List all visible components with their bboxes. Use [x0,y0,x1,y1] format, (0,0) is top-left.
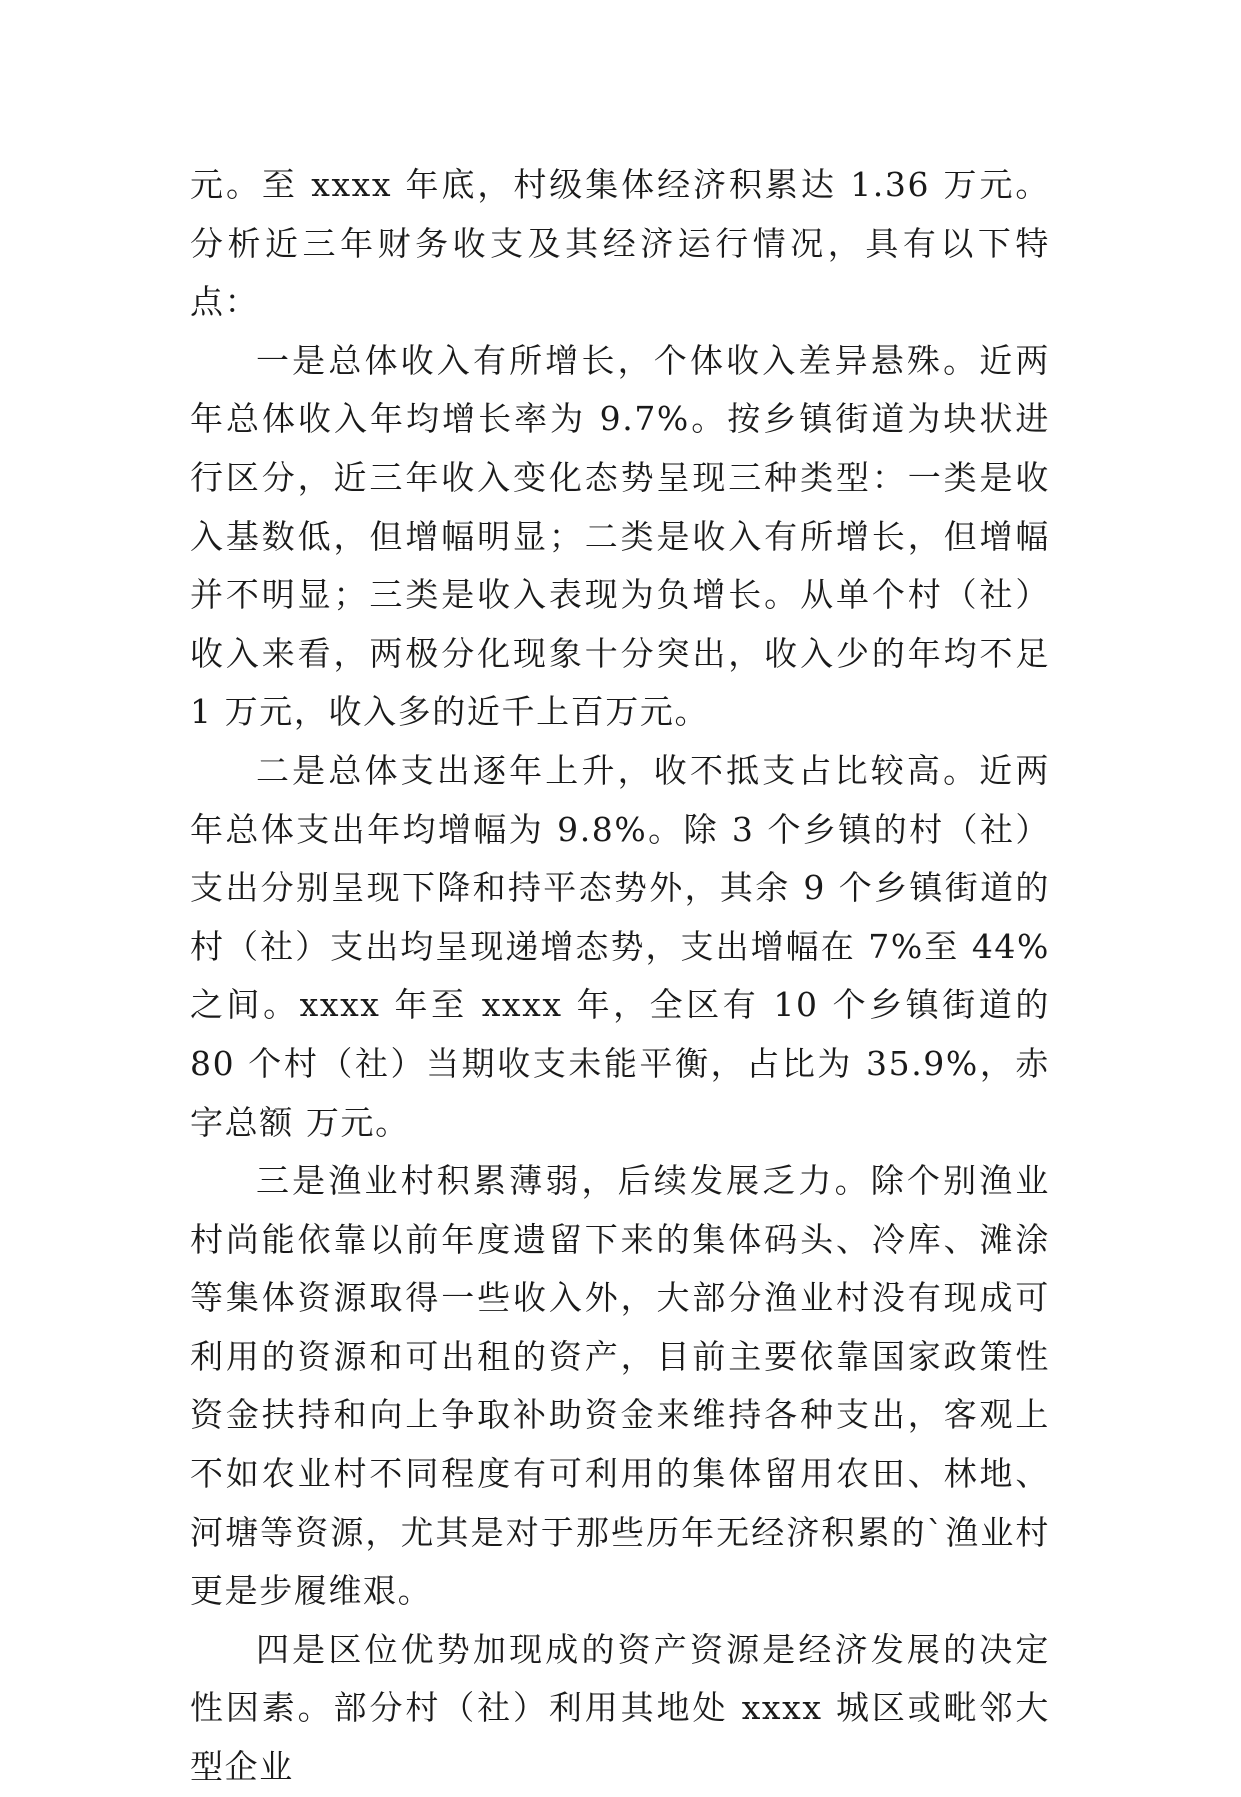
paragraph-continuation: 元。至 xxxx 年底，村级集体经济积累达 1.36 万元。分析近三年财务收支及其经济运行情况，具有以下特点： [190,165,1050,322]
paragraph-point-one-income: 一是总体收入有所增长，个体收入差异悬殊。近两年总体收入年均增长率为 9.7%。按乡镇街道为块状进行区分，近三年收入变化态势呈现三种类型：一类是收入基数低，但增幅明显；二类是收入有所增长，但增幅并不明显；三类是收入表现为负增长。从单个村（社）收入来看，两极分化现象十分突出，收入少的年均不足 1 万元，收入多的近千上百万元。 [190,340,1050,732]
paragraph-point-two-expenditure: 二是总体支出逐年上升，收不抵支占比较高。近两年总体支出年均增幅为 9.8%。除 3 个乡镇的村（社）支出分别呈现下降和持平态势外，其余 9 个乡镇街道的村（社）支出均呈现递增态势，支出增幅在 7%至 44%之间。xxxx 年至 xxxx 年，全区有 10 个乡镇街道的 80 个村（社）当期收支未能平衡，占比为 35.9%，赤字总额 万元。 [190,750,1050,1142]
document-body [190,156,1050,1797]
paragraph-point-three-fishery: 三是渔业村积累薄弱，后续发展乏力。除个别渔业村尚能依靠以前年度遗留下来的集体码头、冷库、滩涂等集体资源取得一些收入外，大部分渔业村没有现成可利用的资源和可出租的资产，目前主要依靠国家政策性资金扶持和向上争取补助资金来维持各种支出，客观上不如农业村不同程度有可利用的集体留用农田、林地、河塘等资源，尤其是对于那些历年无经济积累的`渔业村更是步履维艰。 [190,1161,1050,1611]
paragraph-point-four-location: 四是区位优势加现成的资产资源是经济发展的决定性因素。部分村（社）利用其地处 xxxx 城区或毗邻大型企业 [190,1629,1050,1787]
